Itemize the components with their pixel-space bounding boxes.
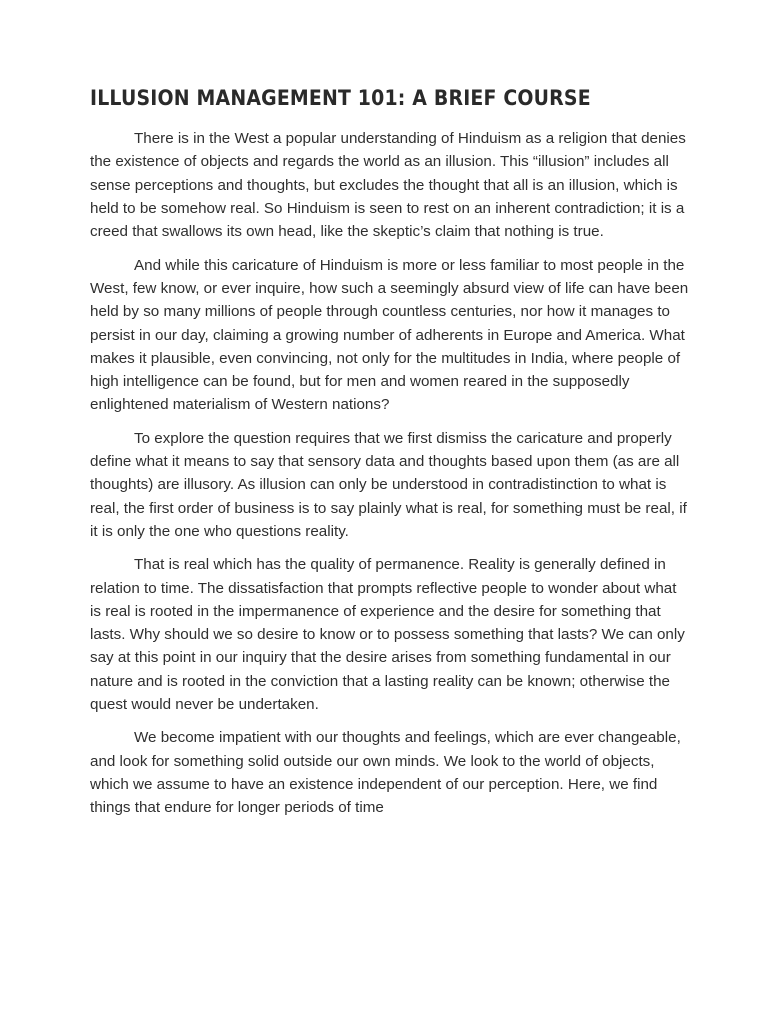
document-title: ILLUSION MANAGEMENT 101: A BRIEF COURSE [90, 86, 591, 110]
paragraph: There is in the West a popular understanding of Hinduism as a religion that denies the existence of objects and regards the world as an illusion. This “illusion” includes all sense perceptions and thoughts, but excludes the thought that all is an illusion, which is held to be somehow real. So Hinduism is seen to rest on an inherent contradiction; it is a creed that swallows its own head, like the skeptic’s claim that nothing is true. [90, 130, 686, 241]
document-page [90, 86, 690, 830]
paragraph: And while this caricature of Hinduism is more or less familiar to most people in the West, few know, or ever inquire, how such a seemingly absurd view of life can have been held by so many millions of people through countless centuries, nor how it manages to persist in our day, claiming a growing number of adherents in Europe and America. What makes it plausible, even convincing, not only for the multitudes in India, where people of high intelligence can be found, but for men and women reared in the supposedly enlightened materialism of Western nations? [90, 256, 689, 414]
paragraph: To explore the question requires that we first dismiss the caricature and properly define what it means to say that sensory data and thoughts based upon them (as are all thoughts) are illusory. As illusion can only be understood in contradistinction to what is real, the first order of business is to say plainly what is real, for something must be real, if it is only the one who questions reality. [90, 429, 687, 540]
paragraph: That is real which has the quality of permanence. Reality is generally defined in relation to time. The dissatisfaction that prompts reflective people to wonder about what is real is rooted in the impermanence of experience and the desire for something that lasts. Why should we so desire to know or to possess something that lasts? We can only say at this point in our inquiry that the desire arises from something fundamental in our nature and is rooted in the conviction that a lasting reality can be known; otherwise the quest would never be undertaken. [90, 556, 685, 714]
paragraph: We become impatient with our thoughts and feelings, which are ever changeable, and look for something solid outside our own minds. We look to the world of objects, which we assume to have an existence independent of our perception. Here, we find things that endure for longer periods of time [90, 729, 681, 817]
